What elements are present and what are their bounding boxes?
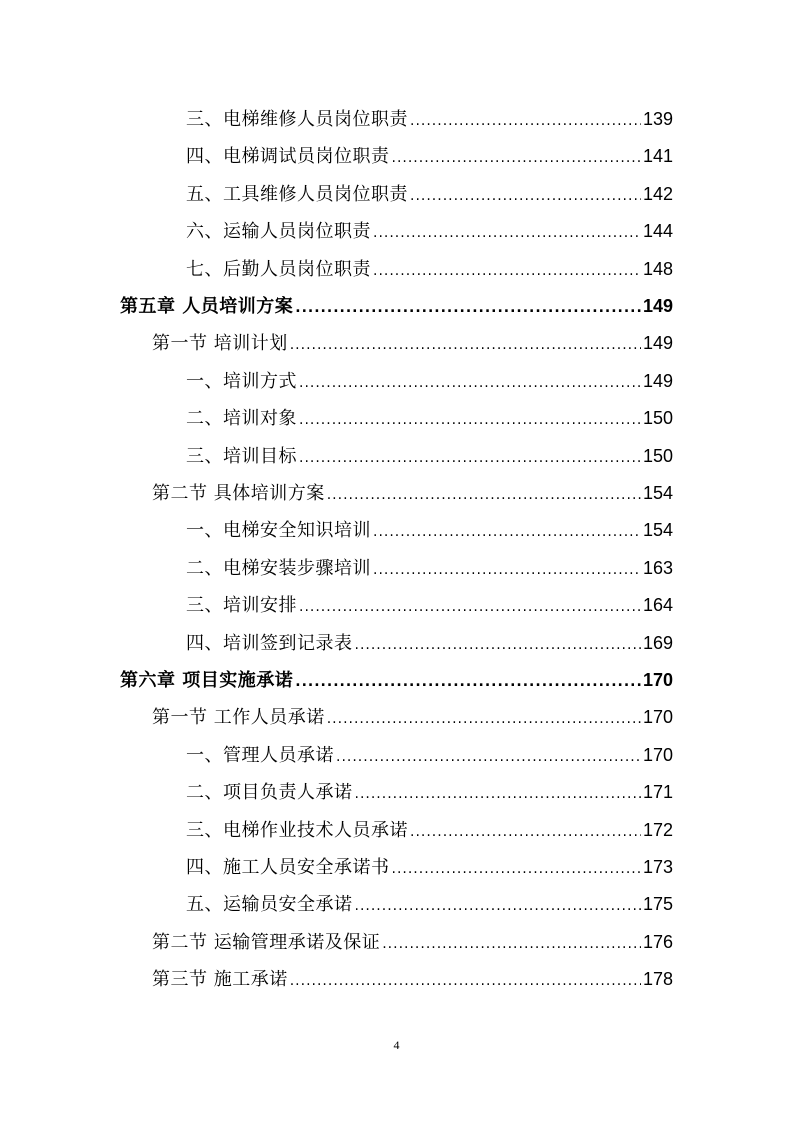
toc-entry-page: 164 [642, 595, 673, 616]
toc-dot-leader [327, 482, 641, 508]
toc-dot-leader [299, 407, 641, 433]
toc-entry[interactable] [0, 181, 673, 207]
toc-dot-leader [392, 856, 641, 882]
toc-entry-title: 五、运输员安全承诺 [186, 894, 353, 916]
toc-dot-leader [299, 445, 641, 471]
toc-entry-title: 第六章 项目实施承诺 [120, 670, 294, 691]
toc-entry-page: 150 [642, 445, 673, 466]
toc-entry-page: 154 [642, 520, 673, 541]
toc-entry-title: 一、管理人员承诺 [186, 744, 334, 766]
toc-entry-title: 第一节 工作人员承诺 [152, 707, 325, 729]
toc-entry[interactable] [0, 966, 673, 992]
toc-entry[interactable] [0, 891, 673, 917]
toc-entry-page: 170 [642, 707, 673, 728]
toc-entry-page: 139 [642, 109, 673, 129]
toc-dot-leader [299, 370, 641, 396]
toc-dot-leader [410, 183, 641, 209]
toc-entry-page: 163 [642, 557, 673, 578]
toc-entry-title: 第五章 人员培训方案 [120, 296, 294, 317]
toc-entry-page: 178 [642, 969, 673, 990]
toc-dot-leader [373, 519, 641, 545]
toc-dot-leader [392, 145, 641, 171]
toc-entry-title: 一、电梯安全知识培训 [186, 520, 371, 542]
toc-entry[interactable] [0, 592, 673, 618]
toc-dot-leader [373, 258, 641, 284]
toc-dot-leader [382, 931, 641, 957]
toc-entry-title: 第二节 运输管理承诺及保证 [152, 931, 381, 953]
toc-entry-title: 二、电梯安装步骤培训 [186, 557, 371, 579]
toc-entry-page: 149 [642, 333, 673, 354]
toc-dot-leader [373, 557, 641, 583]
toc-entry-title: 一、培训方式 [186, 370, 297, 392]
toc-entry-page: 141 [642, 146, 673, 167]
toc-entry[interactable] [0, 256, 673, 282]
toc-entry[interactable] [0, 443, 673, 469]
toc-entry-title: 三、培训目标 [186, 445, 297, 467]
toc-entry-title: 四、培训签到记录表 [186, 632, 353, 654]
toc-entry-page: 173 [642, 857, 673, 877]
toc-dot-leader [355, 781, 641, 807]
toc-entry[interactable] [0, 817, 673, 843]
toc-dot-leader [290, 968, 641, 994]
toc-dot-leader [355, 632, 641, 658]
toc-entry[interactable] [0, 779, 673, 805]
toc-entry-page: 169 [642, 632, 673, 653]
toc-entry-title: 第二节 具体培训方案 [152, 483, 325, 504]
toc-entry[interactable] [0, 742, 673, 768]
toc-dot-leader [410, 108, 641, 134]
toc-entry-title: 七、后勤人员岗位职责 [186, 258, 371, 280]
toc-dot-leader [299, 594, 641, 620]
page-number: 4 [393, 1038, 400, 1052]
toc-entry-page: 144 [642, 221, 673, 242]
toc-dot-leader [410, 819, 641, 845]
toc-entry-title: 六、运输人员岗位职责 [186, 221, 371, 243]
toc-entry-page: 175 [642, 894, 673, 915]
toc-dot-leader [290, 332, 641, 358]
toc-entry-page: 149 [642, 370, 673, 391]
toc-entry-title: 第三节 施工承诺 [152, 969, 288, 991]
toc-entry-page: 148 [642, 258, 673, 279]
toc-entry-page: 154 [642, 483, 673, 503]
toc-entry[interactable] [0, 555, 673, 581]
toc-entry-title: 五、工具维修人员岗位职责 [186, 183, 408, 205]
toc-entry-title: 四、电梯调试员岗位职责 [186, 146, 390, 168]
toc-entry-title: 四、施工人员安全承诺书 [186, 857, 390, 878]
toc-entry[interactable] [0, 667, 673, 693]
toc-dot-leader [295, 295, 641, 321]
toc-entry-page: 149 [642, 296, 673, 316]
toc-entry-title: 二、培训对象 [186, 408, 297, 430]
toc-entry[interactable] [0, 480, 673, 506]
toc-dot-leader [336, 744, 641, 770]
toc-entry-page: 142 [642, 183, 673, 204]
toc-entry-title: 二、项目负责人承诺 [186, 782, 353, 804]
toc-entry[interactable] [0, 368, 673, 394]
toc-entry-title: 三、培训安排 [186, 595, 297, 617]
toc-entry[interactable] [0, 854, 673, 880]
toc-entry[interactable] [0, 517, 673, 543]
toc-entry[interactable] [0, 630, 673, 656]
toc-entry-page: 176 [642, 931, 673, 952]
toc-entry-page: 170 [642, 744, 673, 765]
toc-dot-leader [327, 706, 641, 732]
toc-entry-page: 172 [642, 819, 673, 840]
toc-entry[interactable] [0, 143, 673, 169]
toc-entry-page: 171 [642, 782, 673, 803]
toc-entry-title: 第一节 培训计划 [152, 333, 288, 355]
toc-entry-page: 170 [642, 670, 673, 690]
toc-entry[interactable] [0, 293, 673, 319]
toc-entry[interactable] [0, 106, 673, 132]
toc-entry[interactable] [0, 330, 673, 356]
toc-entry-title: 三、电梯维修人员岗位职责 [186, 109, 408, 130]
toc-entry[interactable] [0, 218, 673, 244]
toc-dot-leader [373, 220, 641, 246]
toc-dot-leader [295, 669, 641, 695]
toc-entry[interactable] [0, 929, 673, 955]
toc-entry[interactable] [0, 405, 673, 431]
toc-entry-page: 150 [642, 408, 673, 429]
toc-entry-title: 三、电梯作业技术人员承诺 [186, 819, 408, 841]
toc-dot-leader [355, 893, 641, 919]
toc-entry[interactable] [0, 704, 673, 730]
